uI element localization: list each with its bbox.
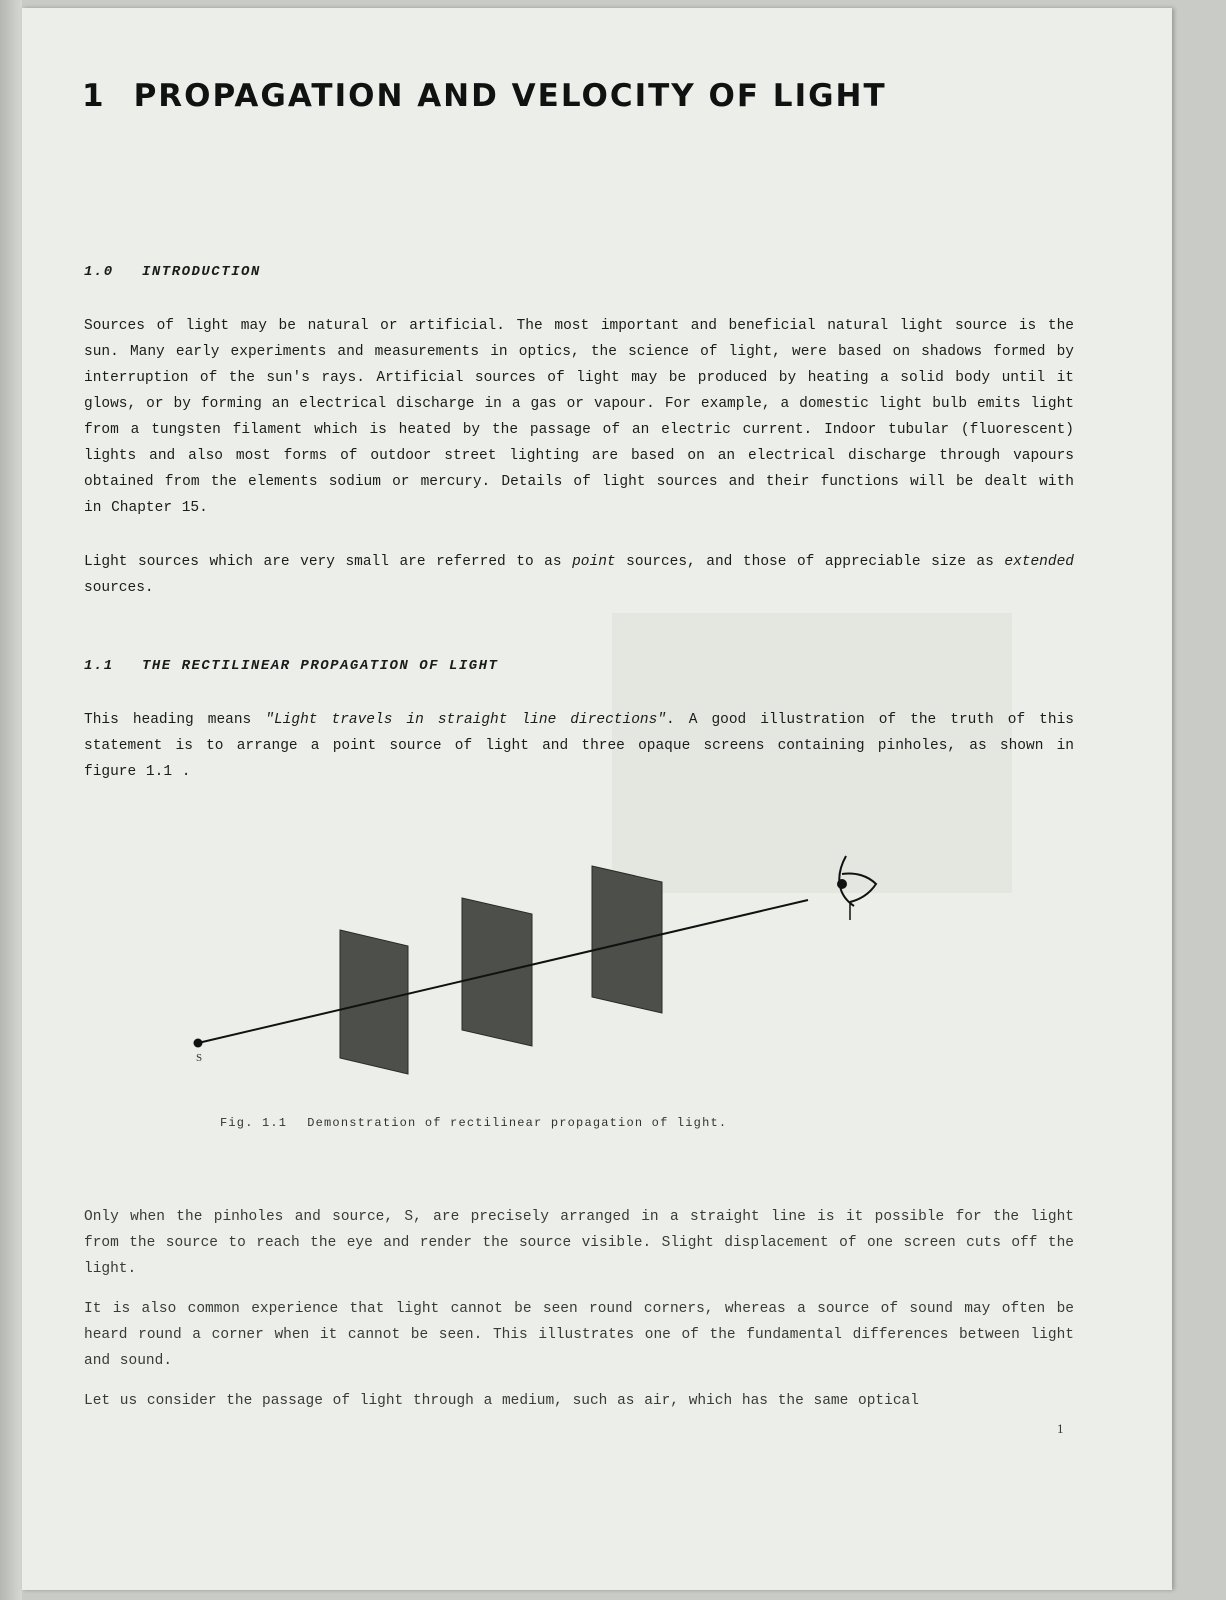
section-number: 1.1: [84, 658, 114, 674]
chapter-title-text: PROPAGATION AND VELOCITY OF LIGHT: [133, 78, 887, 114]
section-title: INTRODUCTION: [142, 264, 261, 280]
text-run: This heading means: [84, 712, 266, 728]
opaque-screen-3: [592, 866, 662, 1013]
emphasis-extended: extended: [1004, 554, 1074, 570]
chapter-number: 1: [82, 78, 106, 114]
text-run: sources, and those of appreciable size as: [615, 554, 1005, 570]
emphasis-quote: "Light travels in straight line directions": [265, 712, 667, 728]
figure-caption-number: Fig. 1.1: [220, 1116, 288, 1130]
paragraph-point-sources: [84, 549, 1074, 601]
figure-rectilinear-propagation: [172, 848, 932, 1118]
book-page: [22, 8, 1172, 1590]
section-heading-intro: [84, 264, 261, 280]
text-run: sources.: [84, 580, 154, 596]
section-title: THE RECTILINEAR PROPAGATION OF LIGHT: [142, 658, 499, 674]
paragraph-light-vs-sound: It is also common experience that light cannot be seen round corners, whereas a source of sound may often be heard round a corner when it cannot be seen. This illustrates one of the fundamental differences between light and sound.: [84, 1301, 1074, 1369]
paragraph-light-sources: Sources of light may be natural or artificial. The most important and beneficial natural light source is the sun. Many early experiments and measurements in optics, the science of light, were based on shadows formed by interruption of the sun's rays. Artificial sources of light may be produced by heating a solid body until it glows, or by forming an electrical discharge in a gas or vapour. For example, a domestic light bulb emits light from a tungsten filament which is heated by the passage of an electric current. Indoor tubular (fluorescent) lights and also most forms of outdoor street lighting are based on an electrical discharge through vapours obtained from the elements sodium or mercury. Details of light sources and their functions will be dealt with in Chapter 15.: [84, 318, 1074, 516]
source-label: S: [196, 1052, 203, 1064]
eye-icon: [837, 856, 876, 920]
section-number: 1.0: [84, 264, 114, 280]
text-run: . A good illustration of the truth of this statement is to arrange a point source of light and three opaque screens containing pinholes, as shown in figure 1.1 .: [84, 712, 1074, 780]
section-heading-rectilinear: [84, 658, 498, 674]
paragraph-medium: Let us consider the passage of light through a medium, such as air, which has the same optical: [84, 1393, 919, 1409]
chapter-title: [82, 78, 887, 114]
point-source-dot: [194, 1039, 203, 1048]
book-spine-shadow: [0, 0, 22, 1600]
paragraph-heading-meaning: [84, 707, 1074, 785]
figure-caption-text: Demonstration of rectilinear propagation of light.: [307, 1116, 728, 1130]
paragraph-pinhole-alignment: Only when the pinholes and source, S, are precisely arranged in a straight line is it possible for the light from the source to reach the eye and render the source visible. Slight displacement of one screen cuts off the light.: [84, 1209, 1074, 1277]
text-run: Light sources which are very small are referred to as: [84, 554, 573, 570]
emphasis-point: point: [572, 554, 616, 570]
figure-caption: [220, 1116, 727, 1130]
page-number: 1: [1057, 1421, 1064, 1436]
